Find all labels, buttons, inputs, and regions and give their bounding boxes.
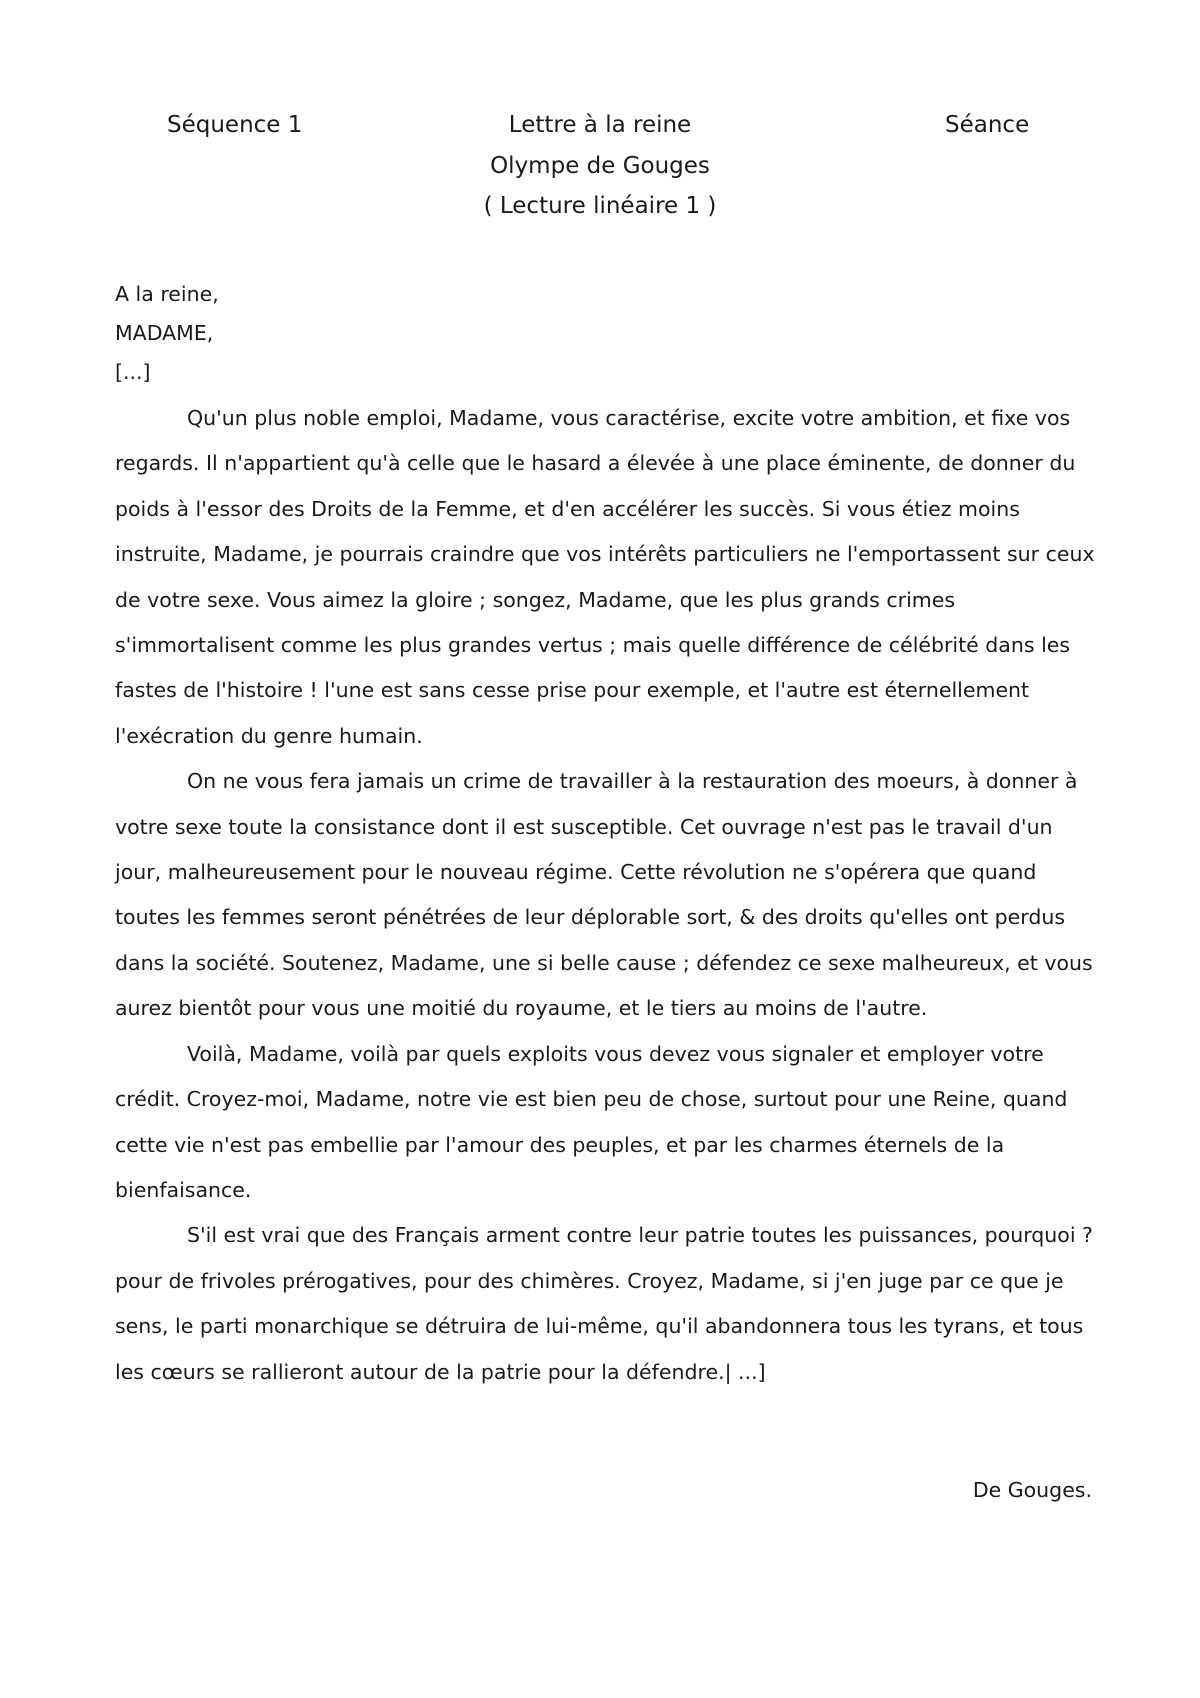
paragraph: Voilà, Madame, voilà par quels exploits vous devez vous signaler et employer votre crédit. Croyez-moi, Madame, notre vie est bien peu de chose, surtout pour une Reine, quand cette vie n'est pas embellie par l'amour des peuples, et par les charmes éternels de la bienfaisance. [115,1041,1068,1202]
letter-body [115,275,1095,1395]
document-header [0,112,1200,144]
letter-title: Lettre à la reine [508,112,692,138]
paragraph: S'il est vrai que des Français arment contre leur patrie toutes les puissances, pourquoi ? pour de frivoles prérogatives, pour des chimères. Croyez, Madame, si j'en juge par ce que je sens, le parti monarchique se détruira de lui-même, qu'il abandonnera tous les tyrans, et tous les cœurs se rallieront autour de la patrie pour la défendre.| ...] [115,1223,1093,1384]
paragraph: Qu'un plus noble emploi, Madame, vous caractérise, excite votre ambition, et fixe vos regards. Il n'appartient qu'à celle que le hasard a élevée à une place éminente, de donner du poids à l'essor des Droits de la Femme, et d'en accélérer les succès. Si vous étiez moins instruite, Madame, je pourrais craindre que vos intérêts particuliers ne l'emportassent sur ceux de votre sexe. Vous aimez la gloire ; songez, Madame, que les plus grands crimes s'immortalisent comme les plus grandes vertus ; mais quelle différence de célébrité dans les fastes de l'histoire ! l'une est sans cesse prise pour exemple, et l'autre est éternellement l'exécration du genre humain. [115,406,1095,748]
author-name: Olympe de Gouges [490,153,710,179]
signature: De Gouges. [972,1478,1092,1502]
sequence-label: Séquence 1 [167,112,303,138]
salutation-address: MADAME, [115,321,214,345]
reading-subtitle: ( Lecture linéaire 1 ) [483,193,717,219]
paragraph: On ne vous fera jamais un crime de travailler à la restauration des moeurs, à donner à votre sexe toute la consistance dont il est susceptible. Cet ouvrage n'est pas le travail d'un jour, malheureusement pour le nouveau régime. Cette révolution ne s'opérera que quand toutes les femmes seront pénétrées de leur déplorable sort, & des droits qu'elles ont perdus dans la société. Soutenez, Madame, une si belle cause ; défendez ce sexe malheureux, et vous aurez bientôt pour vous une moitié du royaume, et le tiers au moins de l'autre. [115,769,1093,1021]
session-label: Séance [945,112,1030,138]
salutation-line: A la reine, [115,282,219,306]
omission-marker: [...] [115,360,151,384]
